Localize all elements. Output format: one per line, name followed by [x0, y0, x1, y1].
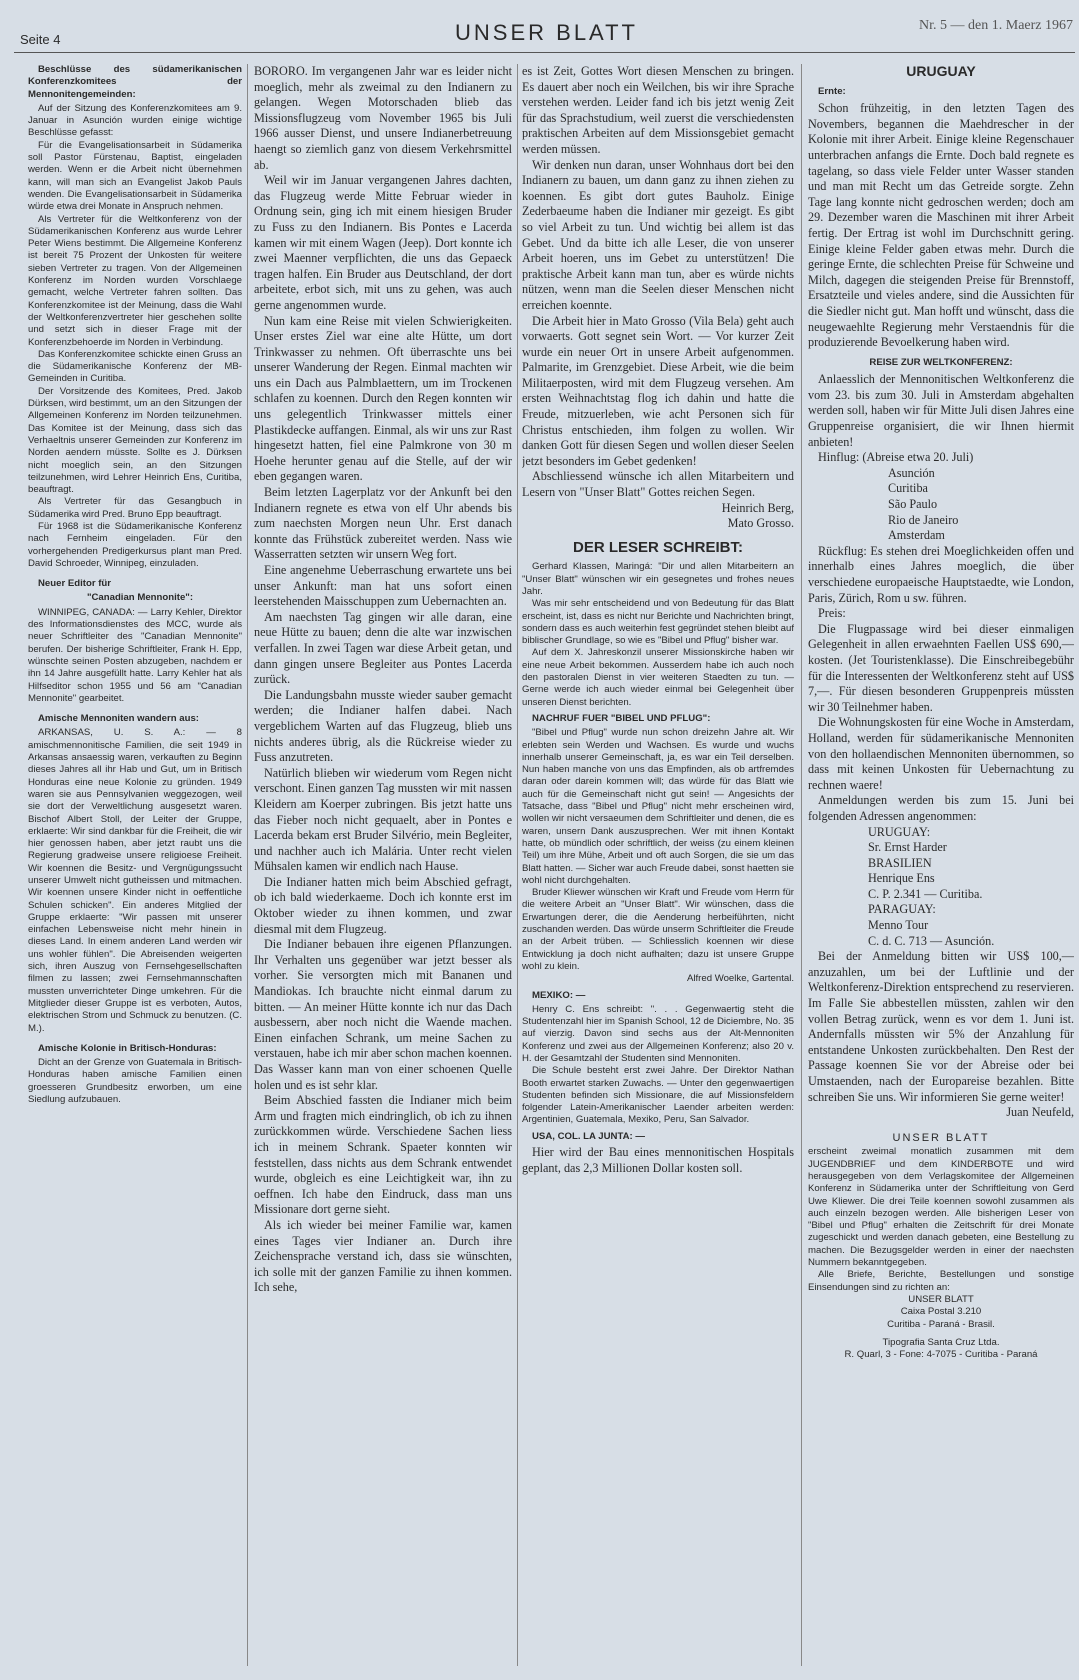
paragraph: Hinflug: (Abreise etwa 20. Juli) — [818, 450, 974, 465]
paragraph: Die Landungsbahn musste wieder sauber gemacht werden; die Indianer halfen dabei. Nach vergeblichem Warten auf das Flugzeug, blieb uns nichts anderes übrig, als die Rückreise wieder zu Fuss anzutreten. — [254, 687, 512, 765]
paragraph: Für die Evangelisationsarbeit in Südamerika soll Pastor Fürstenau, Baptist, eingeladen werden. Wenn er die Arbeit nicht übernehmen kann, will man sich an Evangelist Jakob Pauls wenden. Die Evangelisationsarbeit in Südamerika würde etwa drei Monate in Anspruch nehmen. — [28, 139, 242, 213]
paragraph: Beim Abschied fassten die Indianer mich beim Arm und fragten mich eindringlich, ob ich zu ihnen zurückkommen würde. Verschiedene Sachen liess ich in meinem Schrank. Spaeter konnten wir feststellen, dass nichts aus dem Schrank entwendet wurde, obgleich es eine Leichtigkeit war, ihn zu oeffnen. Ich habe den Eindruck, dass man uns Missionare dort gerne sieht. — [254, 1093, 512, 1217]
signature: Heinrich Berg, — [721, 500, 794, 515]
route-stop: Amsterdam — [888, 528, 945, 543]
issue-date: Nr. 5 — den 1. Maerz 1967 — [919, 18, 1073, 33]
article-title: Amische Mennoniten wandern aus: — [38, 713, 199, 725]
paragraph: Dicht an der Grenze von Guatemala in Britisch-Honduras haben amische Familien einen groesseren Grundbesitz erworben, um eine Siedlung aufzubauen. — [28, 1057, 242, 1106]
address-line: Henrique Ens — [868, 871, 935, 886]
paragraph: Auf der Sitzung des Konferenzkomitees am 9. Januar in Asunción wurden einige wichtige Beschlüsse gefasst: — [28, 102, 242, 139]
paragraph: Gerhard Klassen, Maringá: "Dir und allen Mitarbeitern an "Unser Blatt" wünschen wir ein gesegnetes und frohes neues Jahr. — [522, 561, 794, 597]
imprint-text: erscheint zweimal monatlich zusammen mit dem JUGENDBRIEF und dem KINDERBOTE und wird herausgegeben von dem Verlagskomitee der Allgemeinen Konferenz in Südamerika unter der Schriftleitung von Gerd Uwe Kliewer. Die drei Teile koennen sowohl zusammen als auch einzeln bezogen werden. Alle bisherigen Leser von "Bibel und Pflug" erhalten die Zeitschrift für drei Monate zugeschickt und werden danach gebeten, eine Bestellung zu machen. Die Bezugsgelder werden in einer der naechsten Nummern bekanntgegeben. — [808, 1146, 1074, 1269]
route-stop: Rio de Janeiro — [888, 512, 959, 527]
signature: Alfred Woelke, Gartental. — [686, 973, 794, 985]
article-title: Beschlüsse des südamerikanischen Konferenzkomitees der Mennonitengemeinden: — [28, 64, 242, 100]
paragraph: Anmeldungen werden bis zum 15. Juni bei folgenden Adressen angenommen: — [808, 793, 1074, 823]
paragraph: Henry C. Ens schreibt: ". . . Gegenwaertig steht die Studentenzahl hier im Spanish School, 12 de Diciembre, No. 35 auf vierzig. Davon sind sechs aus der Alt-Mennoniten Konferenz und zwei aus der Allgemeinen Konferenz; also 20 v. H. der Gesamtzahl der Studenten sind Mennoniten. — [522, 1003, 794, 1064]
column-4 — [808, 64, 1074, 1666]
paragraph: Der Vorsitzende des Komitees, Pred. Jakob Dürksen, wird bestimmt, um an den Sitzungen der Allgemeinen Konferenz im Norden teilzunehmen. Das Komitee ist der Meinung, dass sich das Verhaeltnis unserer Gemeinden zur Konferenz im Norden aendern müsste. Sollte es J. Dürksen nicht moeglich sein, an den Sitzungen teilzunehmen, wird Lehrer Heinrich Ens, Curitiba, beauftragt. — [28, 385, 242, 496]
paragraph: Weil wir im Januar vergangenen Jahres dachten, das Flugzeug werde Mitte Februar wieder in Ordnung sein, ging ich mit einem hiesigen Bruder zu Fuss zu den Indianern. Bis Pontes e Lacerda kamen wir mit einem Wagen (Jeep). Dort konnte ich zwei Maenner verpflichten, die uns das Gepaeck tragen halfen. Ein Bruder aus Deutschland, der dort arbeitete, erbot sich, mit uns zu gehen, was auch gerne angenommen wurde. — [254, 173, 512, 312]
route-stop: São Paulo — [888, 497, 938, 512]
route-stop: Curitiba — [888, 481, 928, 496]
section-heading: MEXIKO: — — [532, 989, 586, 1001]
address-line: Menno Tour — [868, 918, 929, 933]
imprint-text: Alle Briefe, Berichte, Bestellungen und sonstige Einsendungen sind zu richten an: — [808, 1269, 1074, 1293]
paragraph: BORORO. Im vergangenen Jahr war es leider nicht moeglich, mehr als zweimal zu den Indianern zu gelangen. Wegen Motorschaden blieb das Missionsflugzeug vom November 1965 bis Juli 1966 ausser Dienst, und unsere Indianerbetreuung haengt so ziemlich ganz von diesem Verkehrsmittel ab. — [254, 64, 512, 172]
page-number: Seite 4 — [20, 32, 61, 47]
route-stop: Asunción — [888, 465, 935, 480]
paragraph: Wir denken nun daran, unser Wohnhaus dort bei den Indianern zu bauen, um dann ganz zu ihnen ziehen zu koennen. Es gibt dort gutes Bauholz. Einige Zederbaeume haben die Indianer mir gezeigt. Es gibt so viel Arbeit zu tun. Und wichtig bei allem ist das Gebet. Und da bitte ich alle Leser, die von unserer Arbeit hoeren, uns im Gebet zu unterstützen! Die praktische Arbeit kann man tun, aber es würde nichts nützen, wenn man die Seelen dieser Menschen nicht erreichen koennte. — [522, 157, 794, 312]
paragraph: Hier wird der Bau eines mennonitischen Hospitals geplant, das 2,3 Millionen Dollar kosten soll. — [522, 1145, 794, 1175]
masthead — [14, 18, 1079, 52]
address-line: C. P. 2.341 — Curitiba. — [868, 886, 983, 901]
paragraph: Schon frühzeitig, in den letzten Tagen des Novembers, begannen die Maehdrescher in der Kolonie mit ihrer Arbeit. Einige kleine Regenschauer unterbrachen anfangs die Ernte. Doch bald regnete es tagelang, so dass viele Felder unter Wasser standen und man mit Recht um das Getreide sorgte. Zehn Tage lang konnte nicht gedroschen werden; doch am 29. Dezember waren die Maschinen mit ihrer Arbeit fertig. Der Ertrag ist wohl im Durchschnitt gering. Einige kleine Felder gaben etwas mehr. Durch die geringe Ernte, die schlechten Preise für Schweine und Milch, dagegen die steigenden Preise für Brennstoff, Ersatzteile und vieles andere, sind die Aussichten für die Siedler nicht gut. Man hofft und wünscht, dass die neugewaehlte Regierung mehr Verstaendnis für die produzierende Bevoelkerung haben wird. — [808, 101, 1074, 350]
column-3 — [522, 64, 794, 1666]
paragraph: Die Schule besteht erst zwei Jahre. Der Direktor Nathan Booth erwartet starken Zuwachs. — Unter den gegenwaertigen Studenten befinden sich Missionare, die auf Missionsfeldern folgender Latein-Amerikanischer Laender arbeiten werden: Argentinien, Guatemala, Mexiko, Peru, San Salvador. — [522, 1065, 794, 1126]
paragraph: Natürlich blieben wir wiederum vom Regen nicht verschont. Einen ganzen Tag mussten wir mit nassen Kleidern am Koerper zubringen. Bis jetzt hatte uns das Fieber noch nicht gequaelt, aber in Pontes e Lacerda bekam erst Bruder Silvério, mein Begleiter, und nachher auch ich Malária. Unter recht vielen Mühsalen kamen wir endlich nach Hause. — [254, 765, 512, 874]
subheading: Ernte: — [818, 85, 846, 97]
paragraph: Bei der Anmeldung bitten wir US$ 100,— anzuzahlen, um bei der Luftlinie und der Weltkonferenz-Direktion entsprechend zu reservieren. Im Falle Sie abbestellen müssten, zahlen wir den vollen Betrag zurück, wenn es vor dem 1. Juni ist. Andernfalls müssten wir 5% der Anzahlung für entstandene Unkosten zurückbehalten. Den Rest der Passage koennen Sie vor der Abreise oder bei Umstaenden, nach der Europareise bezahlen. Bitte schreiben Sie uns. Wir informieren Sie gerne weiter! — [808, 949, 1074, 1104]
signature: Juan Neufeld, — [1006, 1105, 1074, 1120]
paragraph: Am naechsten Tag gingen wir alle daran, eine neue Hütte zu bauen; denn die alte war inzwischen verfallen. In zwei Tagen war diese Arbeit getan, und dann gingen unsere Begleiter aus Pontes Lacerda zurück. — [254, 609, 512, 687]
paragraph: ARKANSAS, U. S. A.: — 8 amischmennonitische Familien, die seit 1949 in Arkansas ansaessig waren, verkauften zu Beginn dieses Jahres all ihr Hab und Gut, um in Britisch Honduras eine neue Kolonie zu gründen. 1949 waren sie aus Pennsylvanien weggezogen, weil sie dort der Verweltlichung ausgesetzt waren. Bischof Albert Stoll, der Leiter der Gruppe, erklaerte: Wir sind dankbar für die Freiheit, die wir hier genossen haben, aber jetzt raubt uns die Regierung gradweise unsere religioese Freiheit. Wir koennen die Besitz- und Vergnügungssucht unserer Umwelt nicht gutheissen und mitmachen. Wir koennen unsere Kinder nicht in oeffentliche Schulen schicken". Ein anderes Mitglied der Gruppe erklaerte: "Wir passen mit unserer einfachen Lebensweise nicht mehr hinein in dieses Land. In einem anderen Land werden wir uns wohler fühlen". Die Abreisenden weigerten sich, ihren Auszug von Fernsehgesellschaften filmen zu lassen; zwei Fernsehmannschaften mussten unverrichteter Dinge umkehren. Für die Mitglieder dieser Gruppe ist es verboten, Autos, elektrischen Strom und Schmuck zu benutzen. (C. M.). — [28, 727, 242, 1034]
paragraph: es ist Zeit, Gottes Wort diesen Menschen zu bringen. Es dauert aber noch ein Weilchen, bis wir ihre Sprache verstehen werden. Leider fand ich bis jetzt wenig Zeit für das Sprachstudium, weil zuerst die verschiedensten praktischen Arbeiten auf dem Missionsgebiet gemacht werden müssen. — [522, 64, 794, 156]
paragraph: Preis: — [818, 606, 846, 621]
printer-line: Tipografia Santa Cruz Ltda. — [882, 1336, 1000, 1348]
printer-line: R. Quarl, 3 - Fone: 4-7075 - Curitiba - Paraná — [844, 1349, 1038, 1361]
column-divider — [517, 64, 518, 1666]
column-divider — [247, 64, 248, 1666]
article-title: Neuer Editor für — [38, 578, 112, 590]
subheading: REISE ZUR WELTKONFERENZ: — [869, 356, 1013, 368]
article-title: "Canadian Mennonite": — [86, 592, 194, 604]
paragraph: Beim letzten Lagerplatz vor der Ankunft bei den Indianern regnete es etwa von elf Uhr abends bis zum naechsten Morgen neun Uhr. Erst danach konnte das Frühstück zubereitet werden. Nass wie Wasserratten setzten wir unsern Weg fort. — [254, 485, 512, 562]
newspaper-title: UNSER BLATT — [455, 20, 638, 45]
header-rule — [14, 52, 1075, 53]
column-divider — [801, 64, 802, 1666]
signature: Mato Grosso. — [727, 516, 794, 531]
paragraph: "Bibel und Pflug" wurde nun schon dreizehn Jahre alt. Wir erlebten sein Werden und Wachsen. Es wurde und wuchs innerhalb unserer Gemeinschaft, ja, es war ein Teil derselben. Nun haben manche von uns das Empfinden, als ob artfremdes daran oder darein kommen will; das würde für das Blatt wie auch für die Gemeinschaft nicht gut sein! — Angesichts der Tatsache, dass "Bibel und Pflug" nicht mehr erscheinen wird, wollen wir nicht versaeumen dem Schriftleiter und denen, die es waren, unsern Dank auszusprechen. Wer mit ihnen Kontakt hatte, ob mündlich oder schriftlich, der weiss (zu einem kleinen Teil) um ihre Mühe, Arbeit und oft auch Sorgen, die sie um das Blatt hatten. — Sicher war auch Freude dabei, sonst haetten sie wohl nicht durchgehalten. — [522, 727, 794, 886]
paragraph: Die Indianer hatten mich beim Abschied gefragt, ob ich bald wiederkaeme. Doch ich konnte erst im Oktober wieder zu ihnen kommen, und zwar diesmal mit dem Flugzeug. — [254, 874, 512, 936]
address-line: UNSER BLATT — [908, 1293, 974, 1305]
paragraph: Als Vertreter für das Gesangbuch in Südamerika wird Pred. Bruno Epp beauftragt. — [28, 496, 242, 520]
paragraph: Als ich wieder bei meiner Familie war, kamen eines Tages vier Indianer an. Durch ihre Zeichensprache verstand ich, dass sie wünschten, ich solle mit der ganzen Familie zu ihnen kommen. Ich sehe, — [254, 1217, 512, 1295]
paragraph: Anlaesslich der Mennonitischen Weltkonferenz die vom 23. bis zum 30. Juli in Amsterdam abgehalten werden soll, haben wir für Mitte Juli disen Jahres eine Gruppenreise organisiert, die wir Ihnen hiermit anbieten! — [808, 372, 1074, 449]
paragraph: Als Vertreter für die Weltkonferenz von der Südamerikanischen Konferenz aus wurde Lehrer Peter Wiens bestimmt. Die Allgemeine Konferenz ist bereit 75 Prozent der Unkosten für weitere sieben Vertreter zu tragen. Von der Allgemeinen Konferenz im Norden wurden Vorschlaege gemacht, welche Vertreter fahren sollten. Das Konferenzkomitee ist der Meinung, dass die Wahl der Weltkonferenzvertreter hier geschehen sollte und setzt sich in dieser Frage mit der Konferenzbehoerde im Norden in Verbindung. — [28, 213, 242, 348]
column-1 — [28, 64, 242, 1666]
address-line: Caixa Postal 3.210 — [900, 1306, 982, 1318]
section-heading: DER LESER SCHREIBT: — [572, 538, 744, 556]
paragraph: Auf dem X. Jahreskonzil unserer Missionskirche haben wir eine neue Arbeit bekommen. Ausserdem habe ich auch noch den pastoralen Dienst in vier weiteren Staedten zu tun. — Gerne werde ich auch wieder einmal bei Gelegenheit über unseren Dienst berichten. — [522, 647, 794, 708]
paragraph: WINNIPEG, CANADA: — Larry Kehler, Direktor des Informationsdienstes des MCC, wurde als neuer Schriftleiter des "Canadian Mennonite" berufen. Der bisherige Schriftleiter, Frank H. Epp, wünschte seinen Posten abzugeben, nachdem er ihn 14 Jahre ausgefüllt hatte. Larry Kehler hat als Hilfseditor schon 1955 und 56 am "Canadian Mennonite" gearbeitet. — [28, 606, 242, 704]
column-2 — [254, 64, 512, 1666]
section-heading: USA, COL. LA JUNTA: — — [532, 1130, 645, 1142]
paragraph: Abschliessend wünsche ich allen Mitarbeitern und Lesern von "Unser Blatt" Gottes reichen Segen. — [522, 469, 794, 500]
paragraph: Eine angenehme Ueberraschung erwartete uns bei unser Ankunft: man hat uns sofort einen leerstehenden Maisschuppen zum Uebernachten an. — [254, 563, 512, 609]
paragraph: Bruder Kliewer wünschen wir Kraft und Freude vom Herrn für die weitere Arbeit an "Unser Blatt". Wir wünschen, dass die Erwartungen derer, die die Aenderung herbeiführten, nicht zuschanden werden. Das würde unserm Schriftleiter die Freude an der Arbeit trüben. — Schliesslich koennen wir diese Entwicklung ja doch nicht aufhalten; dazu ist unsere Gruppe wohl zu klein. — [522, 887, 794, 972]
paragraph: Für 1968 ist die Südamerikanische Konferenz nach Fernheim eingeladen. Für den vorhergehenden Predigerkursus plant man Pred. David Schroeder, Winnipeg, einzuladen. — [28, 520, 242, 569]
paragraph: Das Konferenzkomitee schickte einen Gruss an die Südamerikanische Konferenz der MB-Gemeinden in Curitiba. — [28, 348, 242, 385]
paragraph: Die Arbeit hier in Mato Grosso (Vila Bela) geht auch vorwaerts. Gott segnet sein Wort. — Vor kurzer Zeit wurde ein neuer Ort in unsere Arbeit aufgenommen. Palmarite, im Grenzgebiet. Diese Arbeit, wie die beim Militaerposten, wird mit dem Flugzeug versehen. Am ersten Weihnachtstag flog ich dahin und hatte die Freude, mitzuerleben, wie acht Personen sich für Christus entschieden, ihm folgen zu wollen. Wir danken Gott für diesen Segen und wollen dieser Seelen jetzt besonders im Gebet gedenken! — [522, 313, 794, 468]
paragraph: Die Indianer bebauen ihre eigenen Pflanzungen. Ihr Verhalten uns gegenüber war jetzt besser als vorher. Sie versorgten mich mit Bananen und Mandiokas. Ich brauchte nicht einmal darum zu bitten. — An meiner Hütte konnte ich nur das Dach ausbessern, aber noch nicht die Waende machen. Einen einfachen Schrank, um meine Sachen zu verstauen, habe ich mir aber schon machen koennen. Das Wasser kann man von einer schoenen Quelle holen und es ist sehr klar. — [254, 937, 512, 1092]
address-line: URUGUAY: — [868, 824, 931, 839]
paragraph: Die Wohnungskosten für eine Woche in Amsterdam, Holland, werden für südamerikanische Mennoniten von den hollaendischen Mennoniten übernommen, so dass mit keinen Unkosten für Uebernachtung zu rechnen waere! — [808, 715, 1074, 792]
address-line: PARAGUAY: — [868, 902, 936, 917]
paragraph: Nun kam eine Reise mit vielen Schwierigkeiten. Unser erstes Ziel war eine alte Hütte, um dort Trinkwasser zu nehmen. Oft überraschte uns bei unserer Wanderung der Regen. Einmal machten wir uns ein Dach aus Palmblaettern, um im Trockenen schlafen zu koennen. Durch den Regen konnten wir uns gelegentlich Trinkwasser mittels einer Plastikdecke auffangen. Einmal, als wir uns zur Rast hingesetzt hatten, fiel eine Palmkrone von 30 m Hoehe herunter genau auf die Stelle, auf der wir eben gegangen waren. — [254, 313, 512, 484]
article-title: Amische Kolonie in Britisch-Honduras: — [38, 1042, 217, 1054]
section-heading: URUGUAY — [906, 64, 976, 79]
address-line: Sr. Ernst Harder — [868, 840, 947, 855]
imprint-title: UNSER BLATT — [892, 1131, 990, 1144]
section-heading: NACHRUF FUER "BIBEL UND PFLUG": — [532, 712, 711, 724]
paragraph: Was mir sehr entscheidend und von Bedeutung für das Blatt erscheint, ist, dass es nicht nur Berichte und Nachrichten bringt, sondern dass es auch weiterhin fest gegründet stehen bleibt auf biblischer Grundlage, so wie es "Bibel und Pflug" bisher war. — [522, 598, 794, 647]
address-line: BRASILIEN — [868, 855, 932, 870]
address-line: Curitiba - Paraná - Brasil. — [887, 1318, 995, 1330]
paragraph: Die Flugpassage wird bei dieser einmaligen Gelegenheit in allen erwaehnten Faellen US$ 690,— kosten. (Jet Touristenklasse). Die Einschreibegebühr für die Interessenten der Weltkonferenz steht auf US$ 7,—. Für diesen besonderen Gruppenpreis müssten wir 30 Teilnehmer haben. — [808, 621, 1074, 714]
address-line: C. d. C. 713 — Asunción. — [868, 933, 995, 948]
paragraph: Rückflug: Es stehen drei Moeglichkeiden offen und innerhalb eines Jahres moeglich, die über verschiedene europaeische Hauptstaedte, wie London, Paris, Zürich, Rom u sw. führen. — [808, 543, 1074, 605]
